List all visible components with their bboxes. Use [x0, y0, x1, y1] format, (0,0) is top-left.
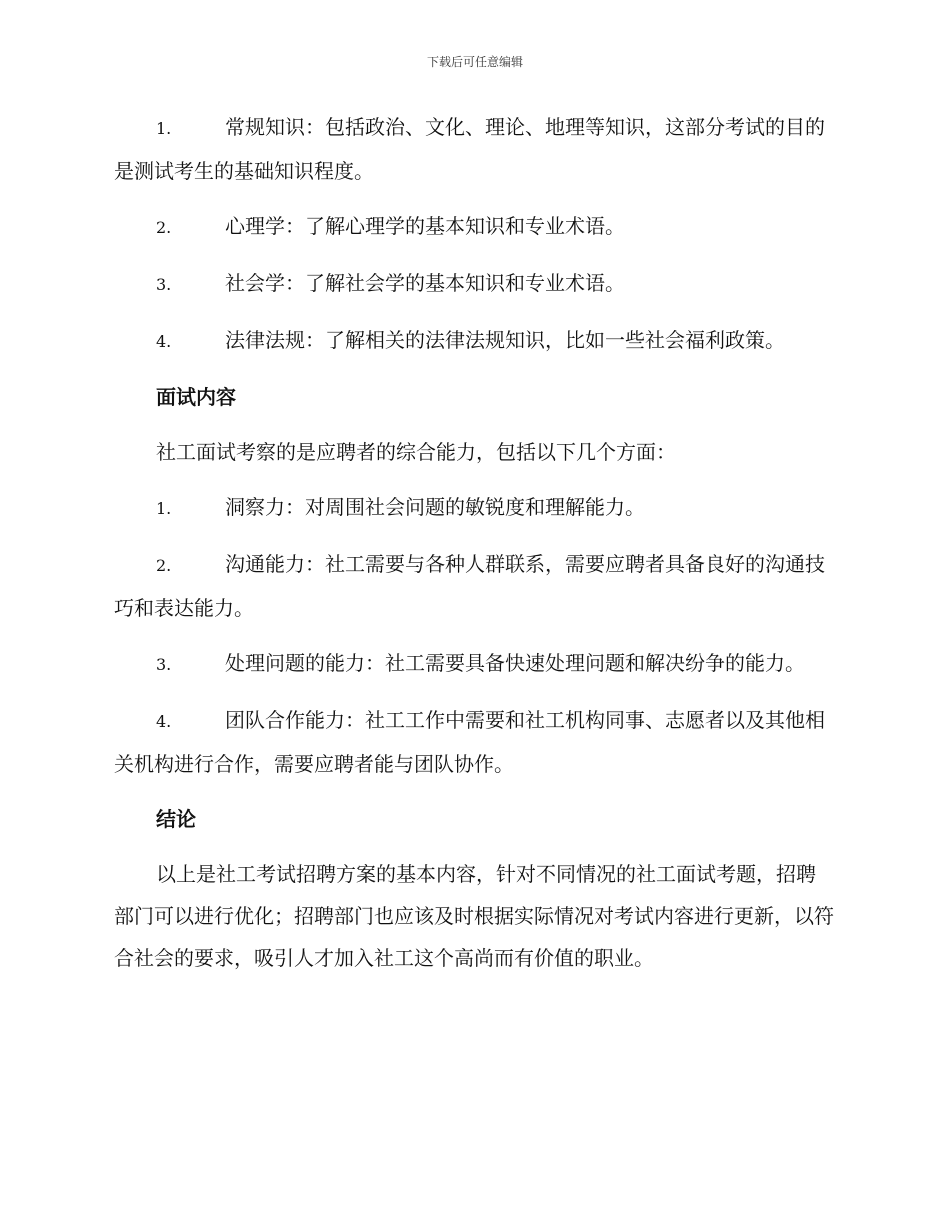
- item-text: 团队合作能力：社工工作中需要和社工机构同事、志愿者以及其他相关机构进行合作，需要应聘者能与团队协作。: [114, 708, 825, 776]
- item-text: 处理问题的能力：社工需要具备快速处理问题和解决纷争的能力。: [225, 651, 805, 675]
- item-number: 3.: [156, 275, 172, 294]
- interview-item-4: [114, 699, 834, 785]
- page-header: 下载后可任意编辑: [426, 55, 523, 69]
- item-text: 社会学：了解社会学的基本知识和专业术语。: [225, 271, 625, 295]
- interview-item-1: [114, 486, 834, 530]
- conclusion-paragraph: 以上是社工考试招聘方案的基本内容，针对不同情况的社工面试考题，招聘部门可以进行优化；招聘部门也应该及时根据实际情况对考试内容进行更新，以符合社会的要求，吸引人才加入社工这个高尚而有价值的职业。: [114, 862, 834, 970]
- item-number: 3.: [156, 655, 172, 674]
- item-number: 4.: [156, 712, 172, 731]
- exam-item-1: [114, 106, 834, 192]
- item-text: 法律法规：了解相关的法律法规知识，比如一些社会福利政策。: [225, 328, 785, 352]
- interview-item-2: [114, 543, 834, 629]
- document-body: [114, 106, 834, 992]
- item-text: 洞察力：对周围社会问题的敏锐度和理解能力。: [225, 495, 645, 519]
- item-text: 常规知识：包括政治、文化、理论、地理等知识，这部分考试的目的是测试考生的基础知识程度。: [114, 115, 825, 183]
- item-number: 1.: [156, 499, 172, 518]
- item-number: 2.: [156, 556, 172, 575]
- item-number: 4.: [156, 332, 172, 351]
- item-number: 1.: [156, 119, 172, 138]
- interview-intro: 社工面试考察的是应聘者的综合能力，包括以下几个方面：: [156, 440, 676, 464]
- conclusion-heading: 结论: [156, 807, 196, 831]
- exam-item-4: [114, 319, 834, 363]
- interview-item-3: [114, 642, 834, 686]
- item-number: 2.: [156, 218, 172, 237]
- item-text: 沟通能力：社工需要与各种人群联系，需要应聘者具备良好的沟通技巧和表达能力。: [114, 552, 825, 620]
- interview-heading: 面试内容: [156, 385, 236, 409]
- exam-item-2: [114, 205, 834, 249]
- item-text: 心理学：了解心理学的基本知识和专业术语。: [225, 214, 625, 238]
- exam-item-3: [114, 262, 834, 306]
